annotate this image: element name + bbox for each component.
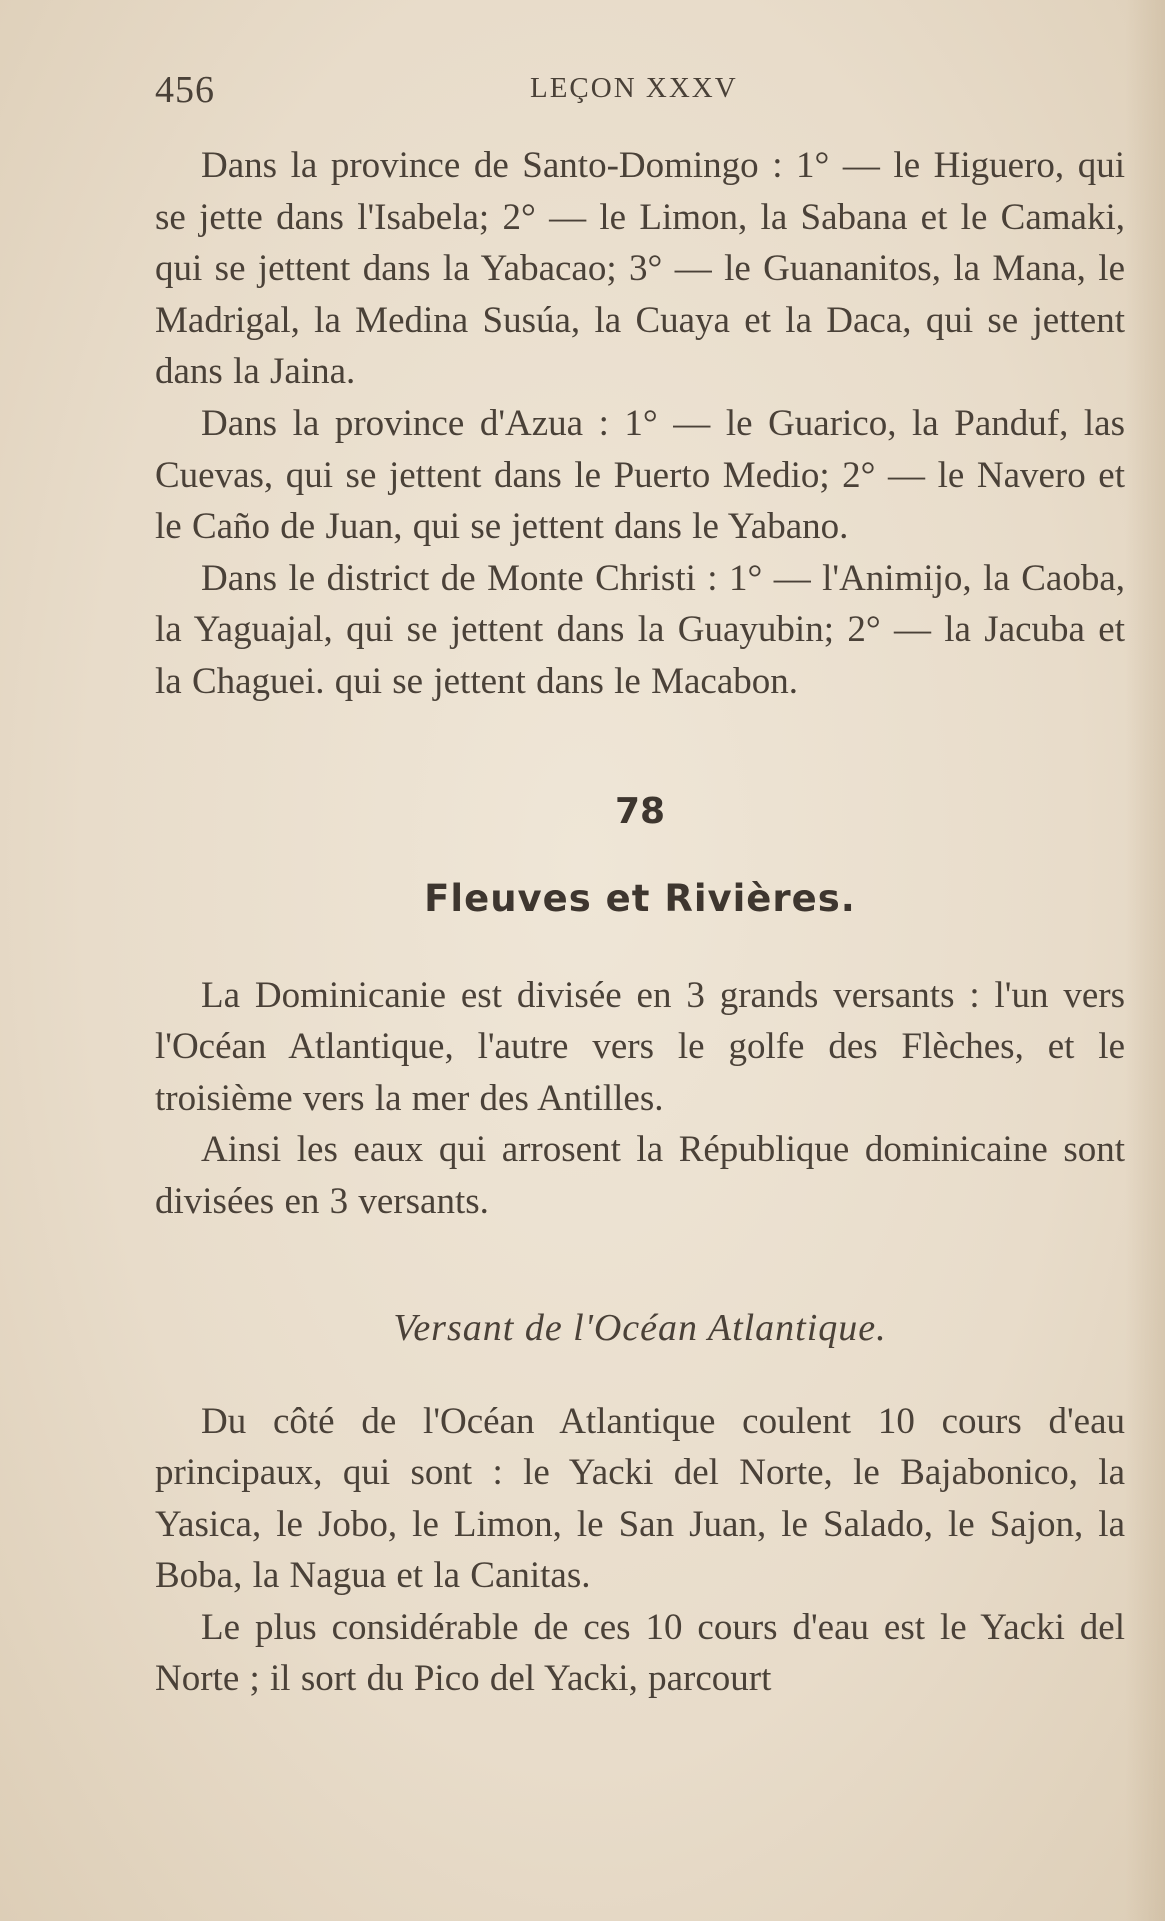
subheading: Versant de l'Océan Atlantique. (393, 1306, 887, 1349)
paragraph-santo-domingo: Dans la province de Santo-Domingo : 1° — le Higuero, qui se jette dans l'Isabela; 2° — le Limon, la Sabana et le Camaki, qui se jettent dans la Yabacao; 3° — le Guananitos, la Mana, le Madrigal, la Medina Susúa, la Cuaya et la Daca, qui se jettent dans la Jaina. (155, 145, 1125, 393)
paragraph-ainsi: Ainsi les eaux qui arrosent la République dominicaine sont divisées en 3 versants. (155, 1129, 1125, 1222)
paragraph-versants: La Dominicanie est divisée en 3 grands versants : l'un vers l'Océan Atlantique, l'autre vers le golfe des Flèches, et le troisième vers la mer des Antilles. (155, 974, 1125, 1119)
body-text (155, 140, 1125, 1705)
spacer (155, 1352, 1125, 1396)
spacer (155, 922, 1125, 970)
paragraph-monte-christi: Dans le district de Monte Christi : 1° — l'Animijo, la Caoba, la Yaguajal, qui se jettent dans la Guayubin; 2° — la Jacuba et la Chaguei. qui se jettent dans le Macabon. (155, 557, 1125, 702)
section-title: Fleuves et Rivières. (424, 876, 856, 920)
paragraph-yacki-del-norte: Le plus considérable de ces 10 cours d'eau est le Yacki del Norte ; il sort du Pico del Yacki, parcourt (155, 1606, 1125, 1700)
paragraph-atlantic-rivers: Du côté de l'Océan Atlantique coulent 10 cours d'eau principaux, qui sont : le Yacki del Norte, le Bajabonico, la Yasica, le Jobo, le Limon, le San Juan, le Salado, le Sajon, la Boba, la Nagua et la Canitas. (155, 1400, 1125, 1597)
page-number: 456 (155, 69, 215, 111)
paragraph-azua: Dans la province d'Azua : 1° — le Guarico, la Panduf, las Cuevas, qui se jettent dans le Puerto Medio; 2° — le Navero et le Caño de Juan, qui se jettent dans le Yabano. (155, 402, 1125, 548)
running-head (155, 68, 1125, 118)
section-number: 78 (614, 790, 666, 832)
running-head-title: LEÇON XXXV (530, 72, 738, 104)
